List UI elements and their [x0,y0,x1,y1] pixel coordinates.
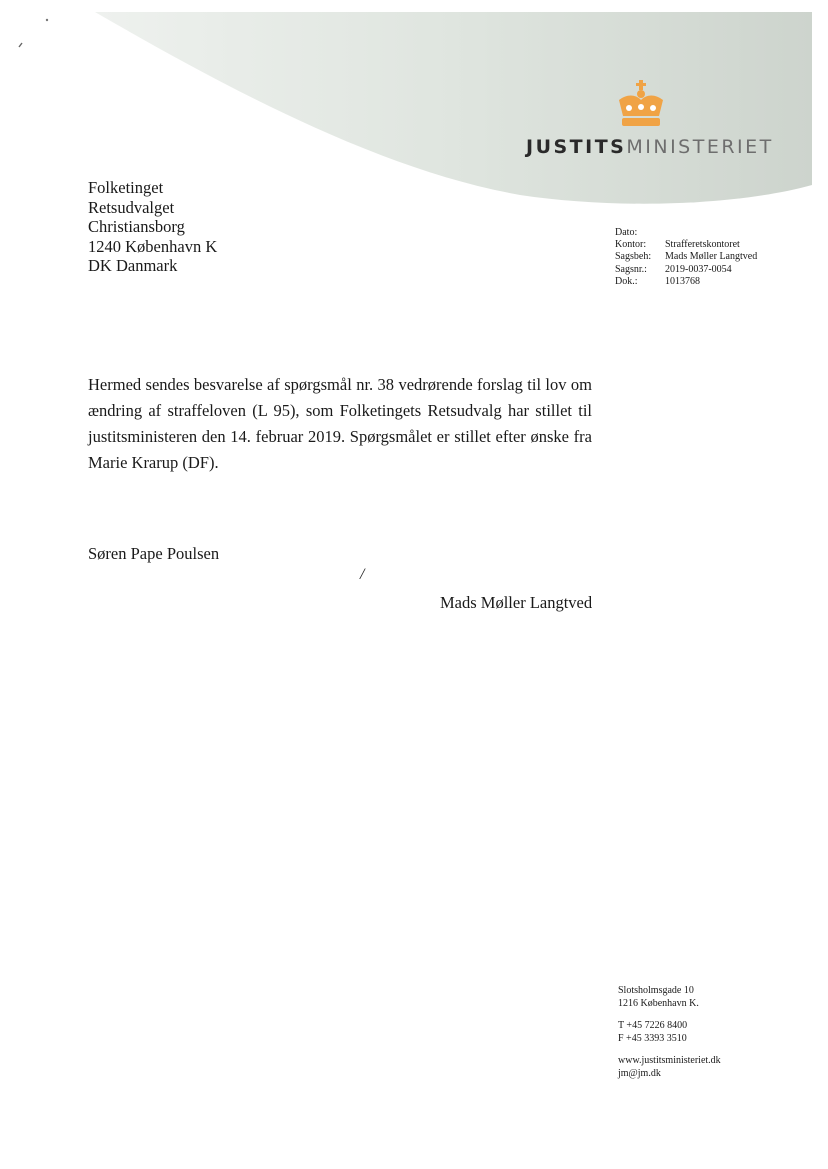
footer-contact [618,985,721,1080]
footer-online [618,1055,721,1080]
footer-phones [618,1020,721,1045]
recipient-line: 1240 København K [88,236,218,256]
meta-key: Sagsbeh: [615,251,652,263]
footer-web-link[interactable]: www.justitsministeriet.dk [618,1055,721,1066]
meta-row [615,227,757,239]
footer-address [618,985,721,1010]
meta-value: Strafferetskontoret [665,239,740,251]
meta-value: Mads Møller Langtved [665,251,758,263]
meta-key: Sagsnr.: [615,263,647,275]
footer-fax: F +45 3393 3510 [618,1032,687,1044]
meta-key: Dato: [615,227,638,238]
signature-separator: / [360,566,365,583]
official-signature: Mads Møller Langtved [440,593,593,612]
recipient-line: Retsudvalget [88,197,175,217]
wordmark-bold: JUSTITS [526,136,627,158]
minister-signature: Søren Pape Poulsen [88,544,220,563]
letter-body: Hermed sendes besvarelse af spørgsmål nr. 38 vedrørende forslag til lov om ændring af straffeloven (L 95), som Folketingets Retsudvalg har stillet til justitsministeren den 14. februar 2019. Spørgsmålet er stillet efter ønske fra Marie Krarup (DF). [88,375,592,472]
meta-value: 1013768 [665,275,700,287]
footer-email-link[interactable]: jm@jm.dk [618,1067,661,1079]
footer-city: 1216 København K. [618,997,699,1009]
meta-row [615,251,757,263]
meta-value [665,227,757,239]
meta-value: 2019-0037-0054 [665,263,732,275]
recipient-line: Folketinget [88,178,164,197]
meta-row [615,239,757,251]
wordmark-light: MINISTERIET [626,136,774,158]
meta-key: Kontor: [615,239,647,251]
recipient-line: Christiansborg [88,217,185,236]
recipient-line: DK Danmark [88,256,178,275]
footer-street: Slotsholmsgade 10 [618,985,694,996]
meta-key: Dok.: [615,275,638,287]
ministry-wordmark [526,136,774,158]
crown-icon [615,80,667,128]
meta-row [615,264,757,276]
scan-speck [14,14,54,54]
meta-row [615,276,757,288]
footer-phone: T +45 7226 8400 [618,1020,688,1031]
recipient-address [88,178,217,276]
case-metadata [615,227,757,288]
